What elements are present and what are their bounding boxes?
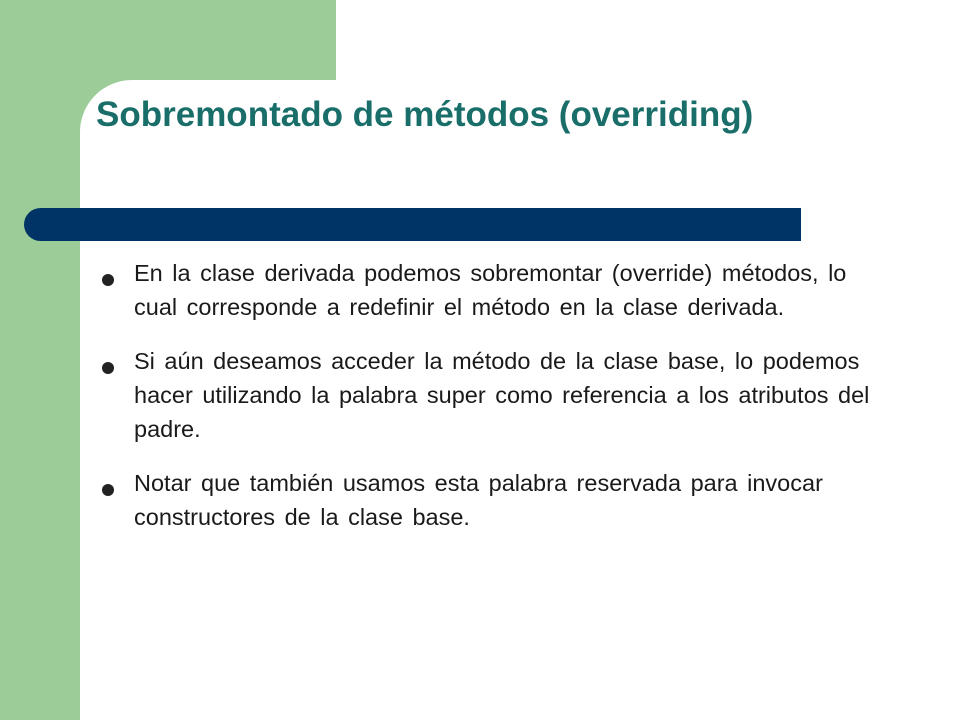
bullet-dot-icon [102, 362, 114, 374]
bullet-item [96, 344, 896, 446]
bullet-item [96, 466, 896, 534]
slide-title: Sobremontado de métodos (overriding) [96, 95, 754, 134]
bullet-text: En la clase derivada podemos sobremontar (override) métodos, lo cual corresponde a redefinir el método en la clase derivada. [134, 260, 847, 320]
bullet-dot-icon [102, 484, 114, 496]
bullet-list [96, 256, 896, 554]
bullet-item [96, 256, 896, 324]
bullet-text: Notar que también usamos esta palabra reservada para invocar constructores de la clase base. [134, 470, 823, 530]
bullet-text: Si aún deseamos acceder la método de la clase base, lo podemos hacer utilizando la palabra super como referencia a los atributos del padre. [134, 348, 870, 442]
bullet-dot-icon [102, 274, 114, 286]
title-underline-bar [24, 208, 801, 241]
